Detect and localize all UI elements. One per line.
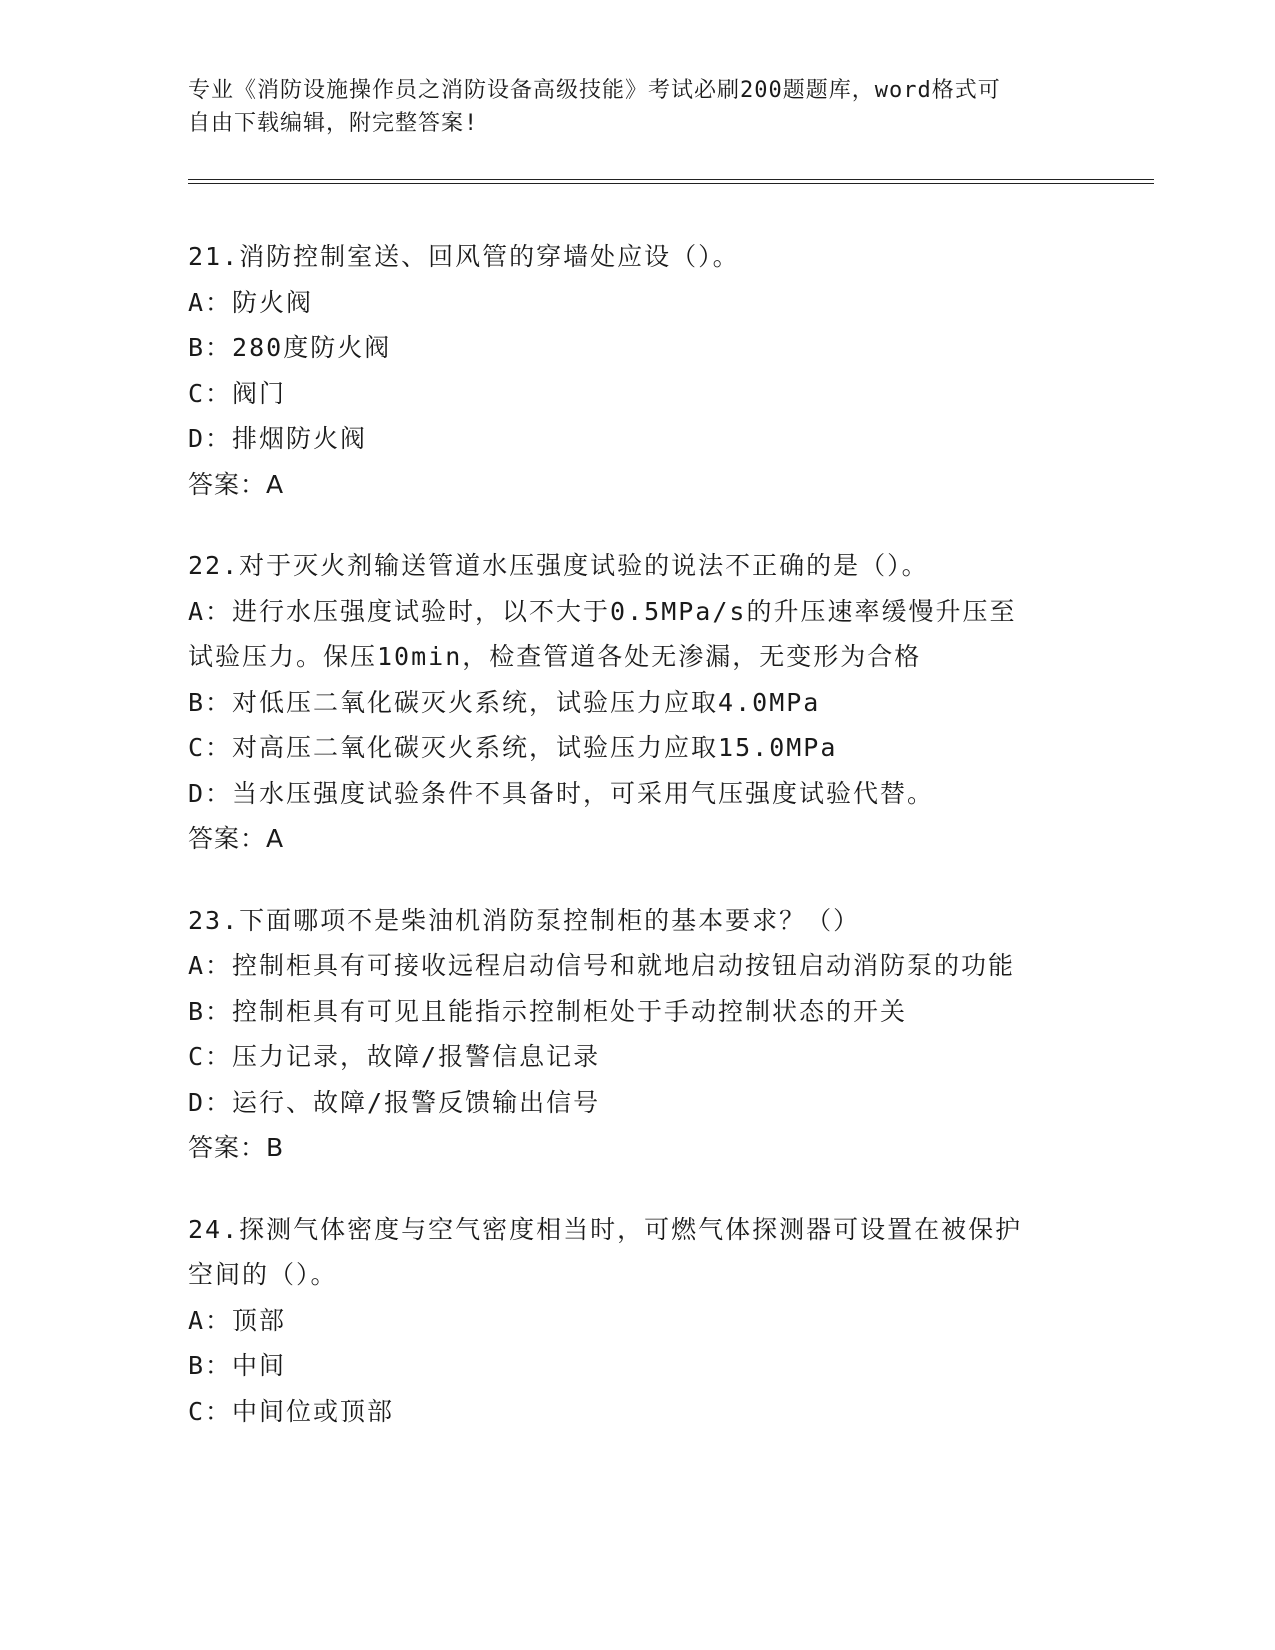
question-option: C：压力记录，故障/报警信息记录	[188, 1042, 601, 1071]
question-stem: 22.对于灭火剂输送管道水压强度试验的说法不正确的是（）。	[188, 551, 929, 580]
question-option: A：顶部	[188, 1305, 287, 1335]
header-divider-top	[188, 179, 1154, 180]
question-list	[188, 234, 1088, 1470]
question-stem: 空间的（）。	[188, 1260, 338, 1289]
question-answer: 答案：B	[188, 1133, 285, 1162]
question-option: D：运行、故障/报警反馈输出信号	[188, 1087, 601, 1117]
question-block	[188, 543, 1088, 862]
question-stem: 21.消防控制室送、回风管的穿墙处应设（）。	[188, 242, 740, 271]
question-stem: 24.探测气体密度与空气密度相当时，可燃气体探测器可设置在被保护	[188, 1214, 1023, 1244]
question-option: D：当水压强度试验条件不具备时，可采用气压强度试验代替。	[188, 778, 935, 808]
question-option: B：控制柜具有可见且能指示控制柜处于手动控制状态的开关	[188, 996, 908, 1026]
question-option: B：对低压二氧化碳灭火系统，试验压力应取4.0MPa	[188, 687, 821, 717]
document-header	[188, 74, 1088, 140]
header-divider-bottom	[188, 183, 1154, 184]
question-option: A：防火阀	[188, 287, 314, 317]
question-option: A：进行水压强度试验时，以不大于0.5MPa/s的升压速率缓慢升压至	[188, 596, 1017, 626]
question-option: C：阀门	[188, 378, 287, 408]
question-option: C：对高压二氧化碳灭火系统，试验压力应取15.0MPa	[188, 733, 838, 762]
question-stem: 23.下面哪项不是柴油机消防泵控制柜的基本要求？（）	[188, 905, 861, 935]
question-answer: 答案：A	[188, 469, 285, 499]
question-block	[188, 234, 1088, 507]
question-option: B：280度防火阀	[188, 333, 392, 362]
question-option: A：控制柜具有可接收远程启动信号和就地启动按钮启动消防泵的功能	[188, 951, 1016, 980]
header-line-2: 自由下载编辑，附完整答案!	[188, 111, 479, 136]
question-option: D：排烟防火阀	[188, 424, 368, 453]
question-block	[188, 898, 1088, 1171]
question-option: C：中间位或顶部	[188, 1396, 395, 1426]
question-answer: 答案：A	[188, 824, 285, 853]
header-line-1: 专业《消防设施操作员之消防设备高级技能》考试必刷200题题库，word格式可	[188, 78, 1001, 103]
question-option: 试验压力。保压10min，检查管道各处无渗漏，无变形为合格	[188, 642, 922, 671]
question-option: B：中间	[188, 1351, 287, 1380]
question-block	[188, 1207, 1088, 1435]
